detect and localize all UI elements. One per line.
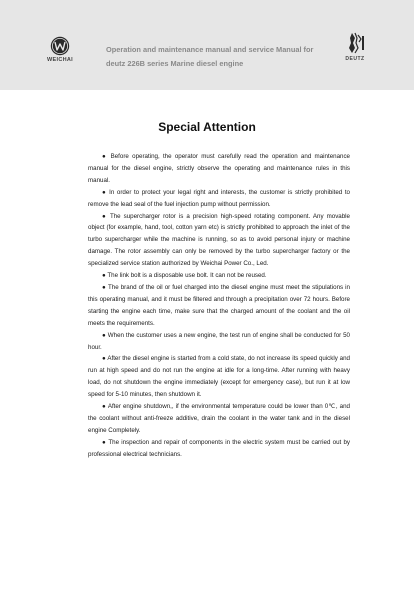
paragraph-1: ● Before operating, the operator must carefully read the operation and maintenance manual for the diesel engine, strictly observe the operating and maintenance rules in this manual. [88,153,350,184]
body-text [88,151,350,461]
paragraph-6: ● When the customer uses a new engine, the test run of engine shall be conducted for 50 hour. [88,331,350,351]
paragraph-5: ● The brand of the oil or fuel charged into the diesel engine must meet the stipulations in this operating manual, and it must be filtered and through a precipitation over 72 hours. Before starting the engine each time, make sure that the charged amount of the coolant and the oil meets the requirements. [88,283,350,327]
deutz-logo [340,30,370,62]
header-title-line-2: deutz 226B series Marine diesel engine [106,59,244,68]
deutz-logo-icon [343,30,367,56]
deutz-logo-caption: DEUTZ [345,56,365,62]
paragraph-2: ● In order to protect your legal right and interests, the customer is strictly prohibited to remove the lead seal of the fuel injection pump without permission. [88,188,350,208]
paragraph-4: ● The link bolt is a disposable use bolt. It can not be reused. [102,272,267,280]
header-title [106,43,336,71]
weichai-logo-caption: WEICHAI [47,57,73,63]
paragraph-3: ● The supercharger rotor is a precision high-speed rotating component. Any movable object (for example, hand, tool, cotton yarn etc) is strictly prohibited to approach the inlet of the turbo supercharger while the machine is running, so as to avoid personal injury or machine damage. The rotor assembly can only be removed by the turbo supercharger factory or the specialized service station authorized by Weichai Power Co., Led. [88,212,350,268]
page-title: Special Attention [158,120,256,134]
paragraph-7: ● After the diesel engine is started from a cold state, do not increase its speed quickly and run at high speed and do not run the engine at idle for a long-time. After running with heavy load, do not shutdown the engine immediately (except for emergency case), but run it at low speed for 5-10 minutes, then shutdown it. [88,355,350,399]
paragraph-8: ● After engine shutdown,, if the environmental temperature could be lower than 0℃, and the coolant without anti-freeze additive, drain the coolant in the water tank and in the diesel engine Completely. [88,403,350,434]
header-title-line-1: Operation and maintenance manual and service Manual for [106,45,314,54]
page-header [0,0,414,90]
weichai-logo-icon [50,36,70,56]
weichai-logo [44,36,76,63]
paragraph-9: ● The inspection and repair of components in the electric system must be carried out by professional electrical technicians. [88,438,350,458]
